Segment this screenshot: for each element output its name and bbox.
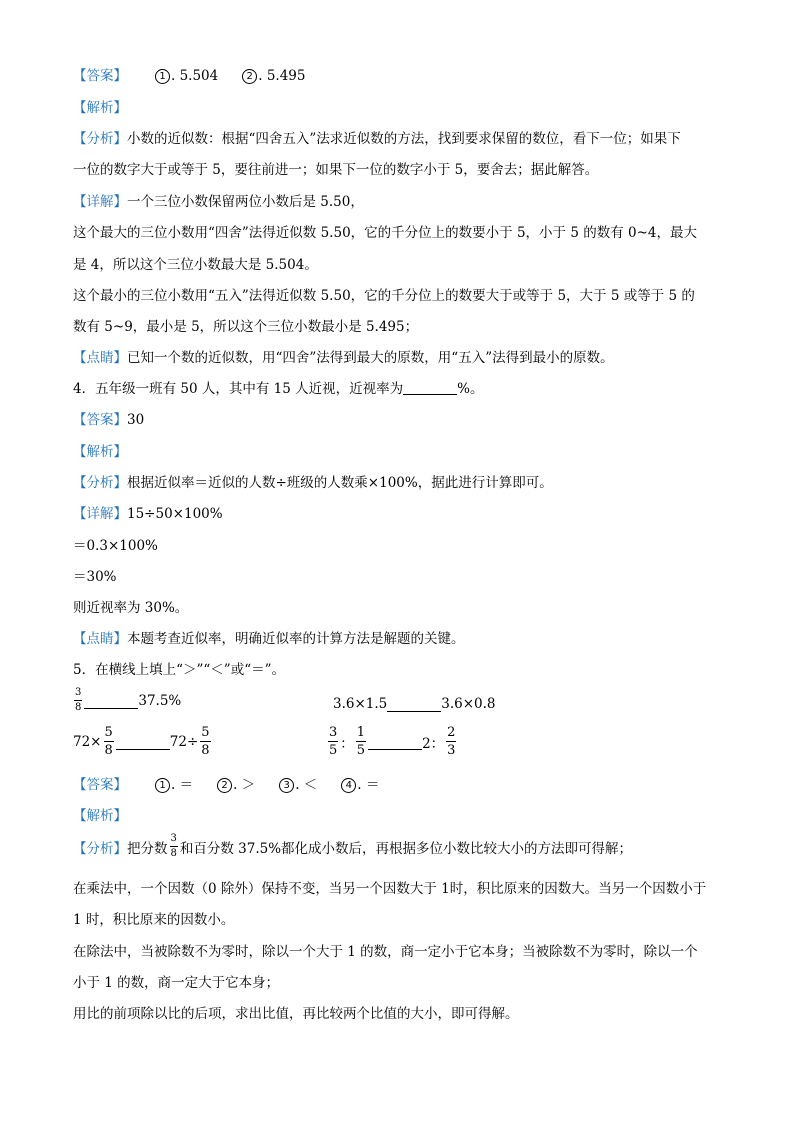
q5-mult-line1: 在乘法中，一个因数（0 除外）保持不变，当另一个因数大于 1时，积比原来的因数大。当另一个因数小于 (73, 881, 707, 897)
text: 37.5% (138, 692, 182, 709)
answer-blank (368, 734, 422, 750)
q3-dianjing-line (73, 348, 614, 368)
text: 已知一个数的近似数，用“四舍”法得到最大的原数，用“五入”法得到最小的原数。 (127, 350, 614, 366)
text: 72÷ (169, 733, 199, 750)
dianjing-tag: 【点睛】 (73, 350, 127, 366)
q4-calc-line1 (73, 504, 223, 524)
answer-value: . 5.504 (171, 68, 219, 84)
xiangjie-tag: 【详解】 (73, 194, 127, 210)
answer-value: . ＞ (233, 777, 256, 793)
q5-div-line1: 在除法中，当被除数不为零时，除以一个大于 1 的数，商一定小于它本身；当被除数不为零时，除以一个 (73, 944, 698, 960)
text: 把分数 (127, 840, 168, 857)
answer-blank (84, 693, 138, 709)
fraction: $\frac{3}{8}$ (75, 687, 82, 713)
answer-value: . ＝ (171, 777, 194, 793)
q5-problem-1 (72, 688, 181, 713)
q5-answer-line (73, 775, 379, 795)
q4-dianjing-line (73, 629, 465, 649)
text: 小数的近似数：根据“四舍五入”法求近似数的方法，找到要求保留的数位，看下一位；如果下 (127, 131, 681, 147)
fraction: $\frac{3}{8}$ (170, 833, 177, 859)
q4-question (73, 379, 483, 399)
q5-ratio-line: 用比的前项除以比的后项，求出比值，再比较两个比值的大小，即可得解。 (73, 1006, 519, 1022)
q5-mult-line2: 1 时，积比原来的因数小。 (73, 912, 235, 928)
q3-fenxi-line2: 一位的数字大于或等于 5，要往前进一；如果下一位的数字小于 5，要舍去；据此解答。 (73, 162, 599, 178)
fraction: $\frac{3}{5}$ (329, 725, 338, 758)
q3-answer-line (73, 66, 305, 86)
text: 2： (422, 735, 445, 752)
fraction: $\frac{5}{8}$ (104, 725, 113, 758)
q5-problem-2 (333, 696, 496, 712)
text: 一个三位小数保留两位小数后是 5.50， (127, 194, 364, 210)
fenxi-tag: 【分析】 (73, 131, 127, 147)
q5-div-line2: 小于 1 的数，商一定大于它本身； (73, 975, 280, 991)
answer-value: 30 (127, 412, 145, 428)
q3-detail-line2: 这个最大的三位小数用“四舍”法得近似数 5.50，它的千分位上的数要小于 5，小于 5 的数有 0~4，最大 (73, 225, 697, 241)
answer-value: . ＝ (357, 777, 380, 793)
fenxi-tag: 【分析】 (73, 475, 127, 491)
dianjing-tag: 【点睛】 (73, 631, 127, 647)
circled-number: 2 (242, 69, 257, 84)
q3-fenxi-line1 (73, 129, 681, 149)
text: 本题考查近似率，明确近似率的计算方法是解题的关键。 (127, 631, 465, 647)
analysis-tag: 【解析】 (73, 100, 127, 116)
answer-value: . 5.495 (258, 68, 306, 84)
q5-problem-3 (73, 726, 213, 757)
answer-tag: 【答案】 (73, 68, 127, 84)
q4-fenxi-line (73, 473, 553, 493)
text: 72× (73, 733, 102, 750)
answer-tag: 【答案】 (73, 777, 127, 793)
fraction: $\frac{1}{5}$ (356, 725, 366, 758)
xiangjie-tag: 【详解】 (73, 506, 127, 522)
analysis-tag: 【解析】 (73, 444, 127, 460)
q5-problem-4 (326, 726, 458, 757)
answer-blank (403, 379, 457, 395)
fraction: $\frac{2}{3}$ (447, 725, 456, 758)
question-text: %。 (457, 381, 484, 397)
circled-number: 4 (341, 778, 356, 793)
answer-blank (387, 696, 441, 712)
text: 3.6×0.8 (441, 696, 496, 712)
q4-conclusion: 则近视率为 30%。 (73, 600, 189, 616)
text: 根据近似率＝近似的人数÷班级的人数乘×100%，据此进行计算即可。 (127, 475, 553, 491)
circled-number: 1 (155, 778, 170, 793)
q4-calc-line2: ＝0.3×100% (73, 538, 158, 554)
question-text: 4．五年级一班有 50 人，其中有 15 人近视，近视率为 (73, 381, 404, 397)
q3-detail-line3: 是 4，所以这个三位小数最大是 5.504。 (73, 257, 318, 273)
circled-number: 3 (279, 778, 294, 793)
text: 3.6×1.5 (333, 696, 388, 712)
q3-detail-line4: 这个最小的三位小数用“五入”法得近似数 5.50，它的千分位上的数要大于或等于 5，大于 5 或等于 5 的 (73, 288, 695, 304)
fraction: $\frac{5}{8}$ (201, 725, 210, 758)
text: 和百分数 37.5%都化成小数后，再根据多位小数比较大小的方法即可得解； (179, 840, 633, 857)
circled-number: 2 (217, 778, 232, 793)
answer-blank (116, 734, 170, 750)
analysis-tag: 【解析】 (73, 808, 127, 824)
q5-question: 5．在横线上填上“＞”“＜”或“＝”。 (73, 662, 285, 678)
q3-detail-line5: 数有 5~9，最小是 5，所以这个三位小数最小是 5.495； (73, 319, 419, 335)
q3-detail-line1 (73, 192, 364, 212)
circled-number: 1 (155, 69, 170, 84)
q4-answer-line (73, 410, 144, 430)
fenxi-tag: 【分析】 (73, 840, 127, 857)
text: 15÷50×100% (127, 506, 223, 522)
q5-fenxi-line (73, 834, 632, 859)
answer-value: . ＜ (295, 777, 318, 793)
answer-tag: 【答案】 (73, 412, 127, 428)
text: ： (340, 735, 354, 752)
q4-calc-line3: ＝30% (73, 569, 117, 585)
